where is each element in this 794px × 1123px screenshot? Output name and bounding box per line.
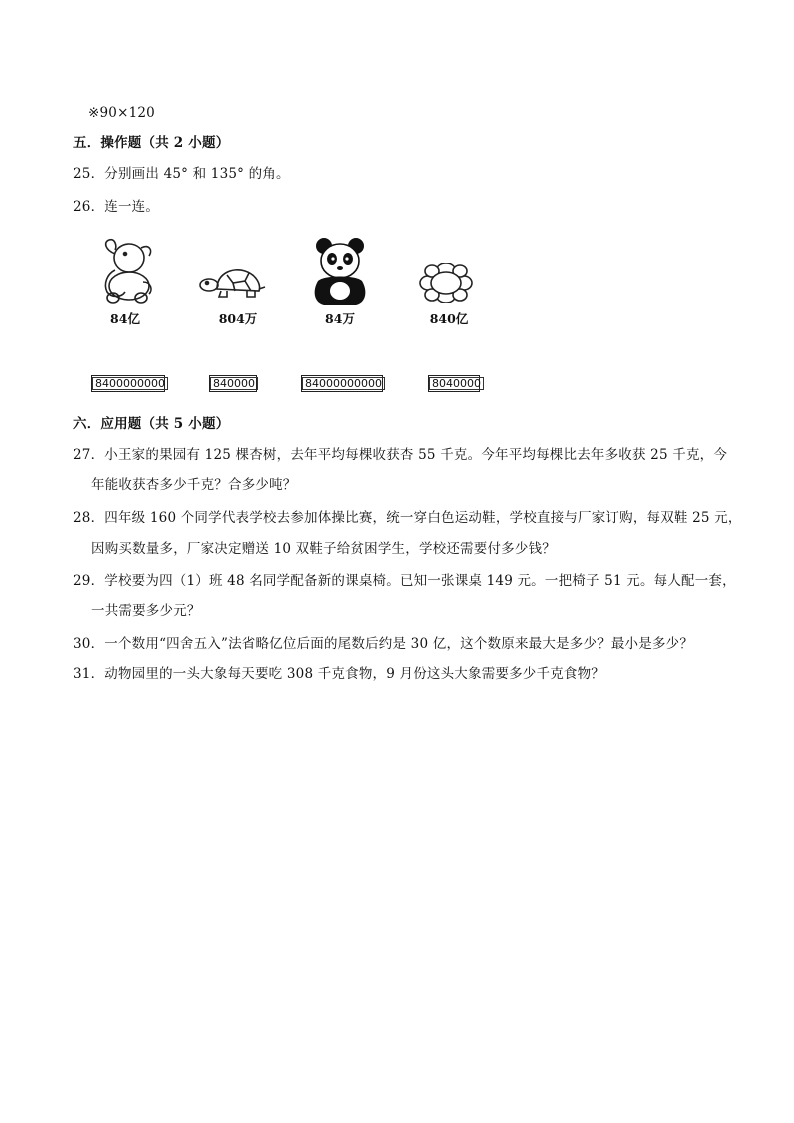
question-28-cont: 因购买数量多，厂家决定赠送 10 双鞋子给贫困学生，学校还需要付多少钱？ — [91, 541, 556, 557]
picture-label: 804万 — [218, 311, 258, 326]
question-28: 28．四年级 160 个同学代表学校去参加体操比赛，统一穿白色运动鞋，学校直接与厂家订购，每双鞋 25 元， — [73, 510, 742, 526]
number-box: 8040000 — [428, 375, 480, 392]
section-six-heading: 六．应用题（共 5 小题） — [73, 416, 230, 432]
picture-label: 84亿 — [110, 311, 140, 326]
question-26: 26．连一连。 — [73, 199, 160, 215]
number-box: 840000 — [209, 375, 257, 392]
flower-icon — [418, 263, 474, 303]
number-box: 84000000000 — [301, 375, 383, 392]
panda-icon — [310, 237, 370, 307]
question-27-cont: 年能收获杏多少千克？合多少吨？ — [91, 477, 297, 493]
picture-label: 840亿 — [429, 311, 469, 326]
question-31: 31．动物园里的一头大象每天要吃 308 千克食物，9 月份这头大象需要多少千克食物？ — [73, 666, 606, 682]
number-box: 8400000000 — [91, 375, 165, 392]
question-27: 27．小王家的果园有 125 棵杏树，去年平均每棵收获杏 55 千克。今年平均每棵比去年多收获 25 千克，今 — [73, 447, 728, 463]
question-25: 25．分别画出 45° 和 135° 的角。 — [73, 166, 290, 182]
section-five-heading: 五．操作题（共 2 小题） — [73, 135, 230, 151]
question-29: 29．学校要为四（1）班 48 名同学配备新的课桌椅。已知一张课桌 149 元。一把椅子 51 元。每人配一套， — [73, 573, 736, 589]
question-29-cont: 一共需要多少元？ — [91, 603, 201, 619]
turtle-icon — [197, 265, 267, 301]
elephant-icon — [95, 236, 157, 308]
expression-line: ※90×120 — [88, 105, 155, 121]
picture-label: 84万 — [325, 311, 355, 326]
question-30: 30．一个数用“四舍五入”法省略亿位后面的尾数后约是 30 亿，这个数原来最大是多少？最小是多少？ — [73, 636, 694, 652]
